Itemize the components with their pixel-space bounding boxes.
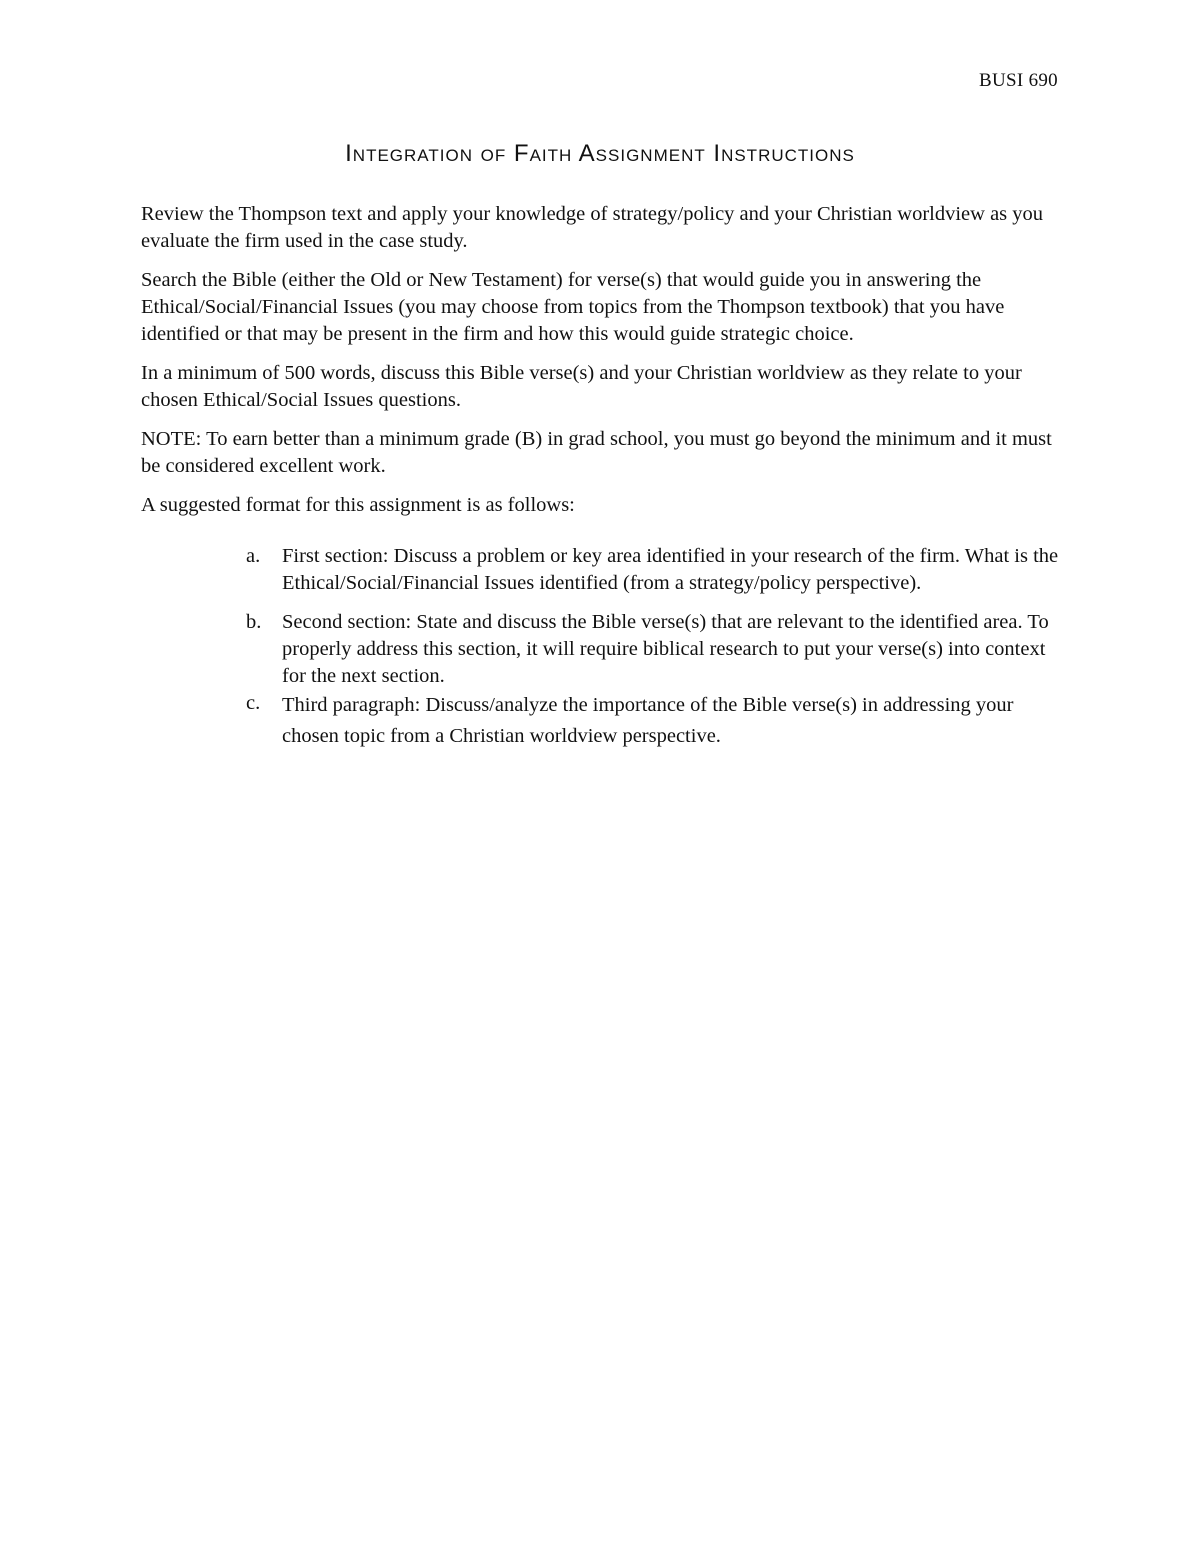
format-item-a [246,543,1061,597]
format-item-text: First section: Discuss a problem or key area identified in your research of the firm. What is the Ethical/Social/Financial Issues identified (from a strategy/policy perspective). [282,545,1059,594]
page-title: Integration of Faith Assignment Instructions [345,140,855,167]
format-item-c [246,690,1061,752]
format-item-text: Third paragraph: Discuss/analyze the importance of the Bible verse(s) in addressing your chosen topic from a Christian worldview perspective. [282,694,1014,747]
list-marker: c. [246,692,261,714]
format-item-b [246,609,1061,690]
paragraph-search-bible: Search the Bible (either the Old or New Testament) for verse(s) that would guide you in answering the Ethical/Social/Financial Issues (you may choose from topics from the Thompson textbook) that you have identified or that may be present in the firm and how this would guide strategic choice. [141,269,1005,345]
list-marker: a. [246,545,261,567]
paragraph-minimum-words: In a minimum of 500 words, discuss this Bible verse(s) and your Christian worldview as they relate to your chosen Ethical/Social Issues questions. [141,362,1022,411]
format-item-text: Second section: State and discuss the Bible verse(s) that are relevant to the identified area. To properly address this section, it will require biblical research to put your verse(s) into context for the next section. [282,611,1049,687]
list-marker: b. [246,611,262,633]
format-list [141,543,1061,752]
paragraph-format-intro: A suggested format for this assignment is as follows: [141,494,575,516]
paragraph-review: Review the Thompson text and apply your knowledge of strategy/policy and your Christian worldview as you evaluate the firm used in the case study. [141,203,1044,252]
paragraph-note: NOTE: To earn better than a minimum grade (B) in grad school, you must go beyond the minimum and it must be considered excellent work. [141,428,1052,477]
course-code: BUSI 690 [979,70,1058,91]
instructions-body [141,201,1061,764]
